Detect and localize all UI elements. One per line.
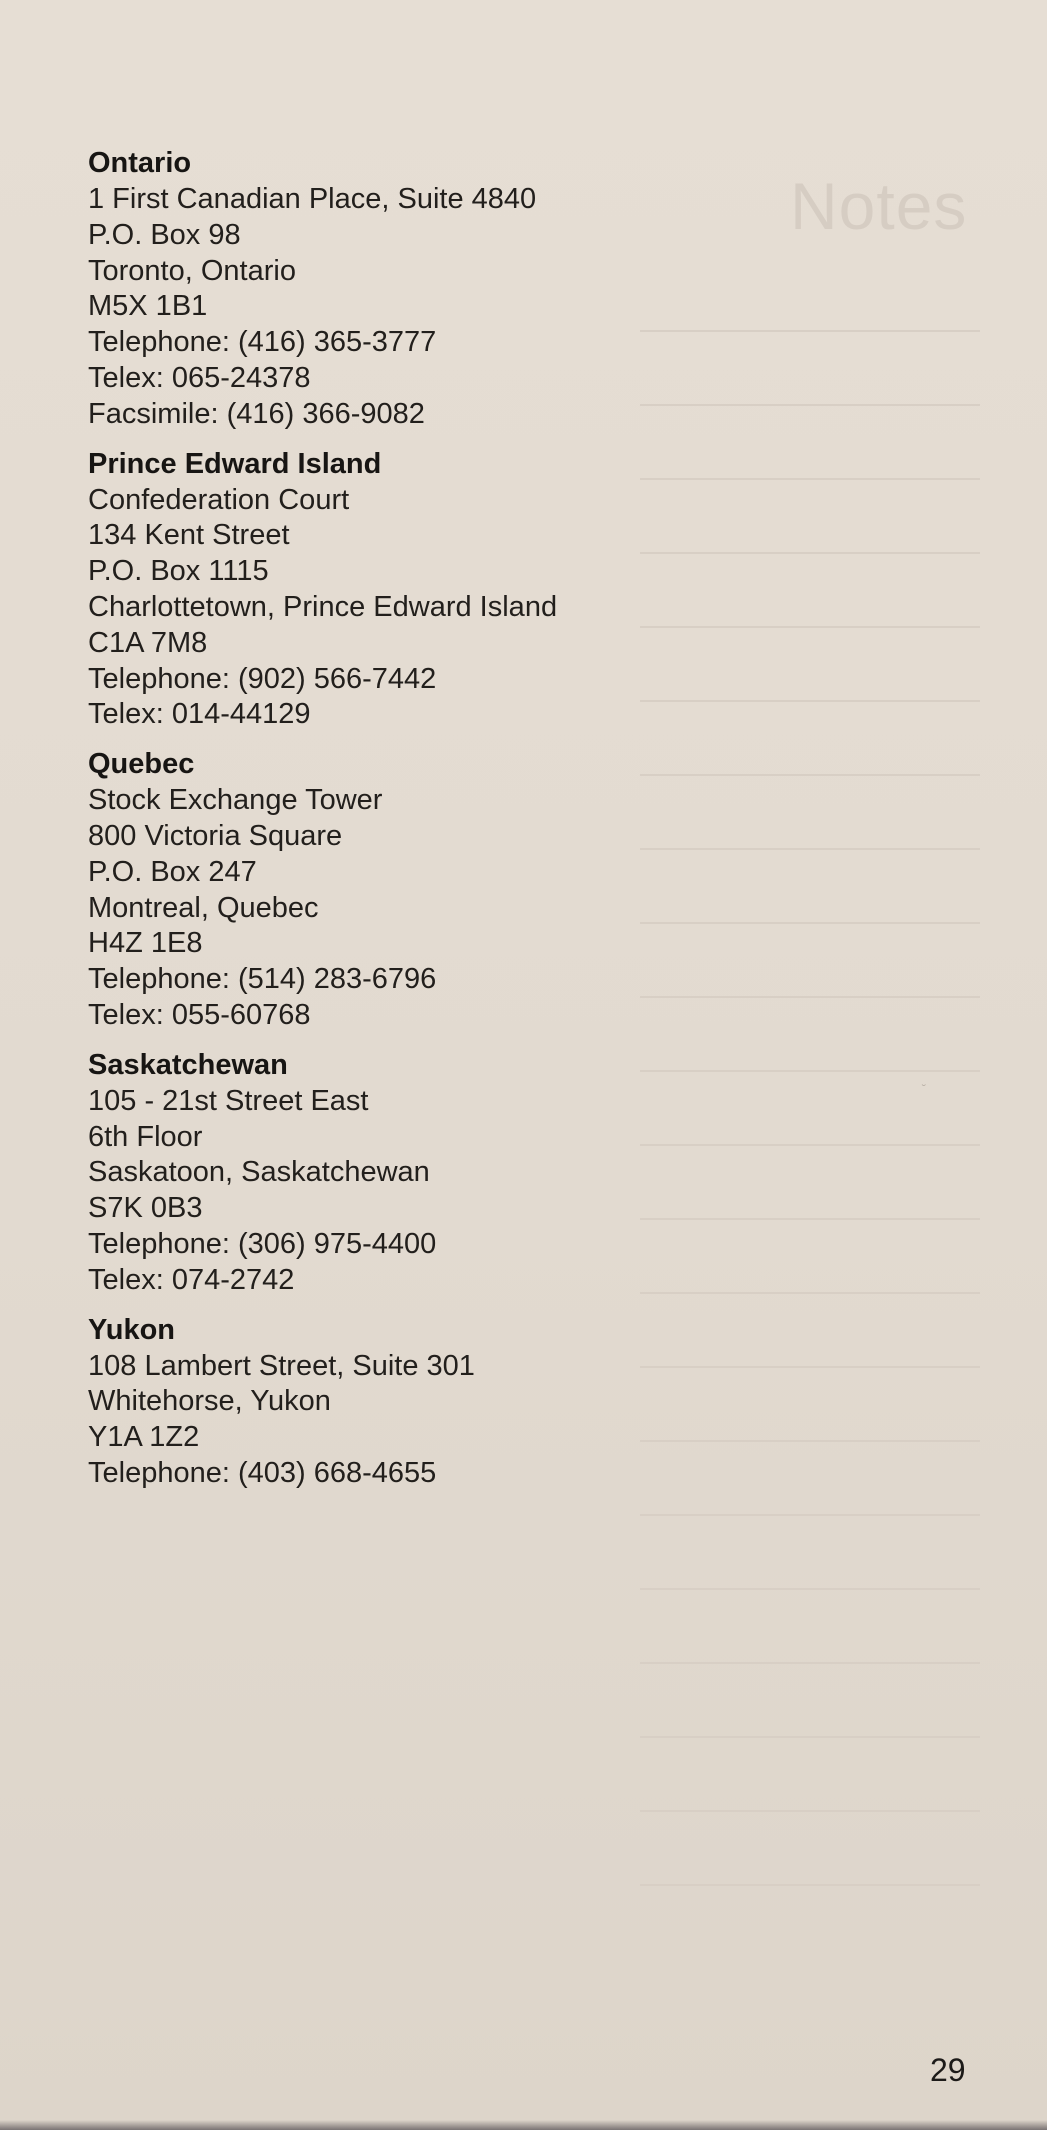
office-telephone: Telephone: (902) 566-7442 xyxy=(88,662,437,695)
office-address-line: P.O. Box 247 xyxy=(88,855,257,888)
office-address-line: Stock Exchange Tower xyxy=(88,784,383,817)
office-address-line: Y1A 1Z2 xyxy=(88,1421,200,1454)
office-telephone: Telephone: (306) 975-4400 xyxy=(88,1227,437,1260)
office-telex: Telex: 065-24378 xyxy=(88,361,311,394)
office-telephone: Telephone: (403) 668-4655 xyxy=(88,1456,437,1489)
office-name: Saskatchewan xyxy=(88,1048,288,1081)
office-address-line: H4Z 1E8 xyxy=(88,927,203,960)
paper-fleck: ˘ xyxy=(922,1082,926,1096)
office-address-line: Whitehorse, Yukon xyxy=(88,1385,331,1418)
office-address-line: 108 Lambert Street, Suite 301 xyxy=(88,1349,475,1382)
office-address-line: 134 Kent Street xyxy=(88,519,290,552)
office-facsimile: Facsimile: (416) 366-9082 xyxy=(88,397,425,430)
office-telex: Telex: 014-44129 xyxy=(88,698,311,731)
office-yukon xyxy=(88,1311,768,1492)
office-address-line: 1 First Canadian Place, Suite 4840 xyxy=(88,183,537,215)
office-name: Quebec xyxy=(88,748,195,781)
office-address-line: P.O. Box 1115 xyxy=(88,555,269,588)
office-saskatchewan xyxy=(88,1046,768,1299)
office-name: Yukon xyxy=(88,1313,176,1346)
office-directory xyxy=(88,144,768,1504)
office-name: Ontario xyxy=(88,147,192,179)
office-prince-edward-island xyxy=(88,445,768,734)
office-telex: Telex: 055-60768 xyxy=(88,998,311,1031)
office-address-line: Charlottetown, Prince Edward Island xyxy=(88,590,558,623)
office-address-line: Montreal, Quebec xyxy=(88,891,319,924)
office-address-line: Confederation Court xyxy=(88,483,350,516)
office-address-line: 6th Floor xyxy=(88,1120,203,1153)
office-quebec xyxy=(88,745,768,1034)
office-address-line: C1A 7M8 xyxy=(88,626,208,659)
office-telex: Telex: 074-2742 xyxy=(88,1263,295,1296)
office-address-line: Toronto, Ontario xyxy=(88,254,296,287)
office-ontario xyxy=(88,144,768,433)
office-address-line: 105 - 21st Street East xyxy=(88,1084,369,1117)
page-number: 29 xyxy=(930,2052,966,2088)
office-address-line: M5X 1B1 xyxy=(88,290,208,323)
office-telephone: Telephone: (514) 283-6796 xyxy=(88,963,437,996)
office-address-line: S7K 0B3 xyxy=(88,1192,203,1225)
office-telephone: Telephone: (416) 365-3777 xyxy=(88,326,437,359)
office-address-line: Saskatoon, Saskatchewan xyxy=(88,1156,430,1189)
office-address-line: 800 Victoria Square xyxy=(88,819,343,852)
show-through-heading: Notes xyxy=(790,169,968,243)
office-name: Prince Edward Island xyxy=(88,447,382,480)
office-address-line: P.O. Box 98 xyxy=(88,218,241,251)
